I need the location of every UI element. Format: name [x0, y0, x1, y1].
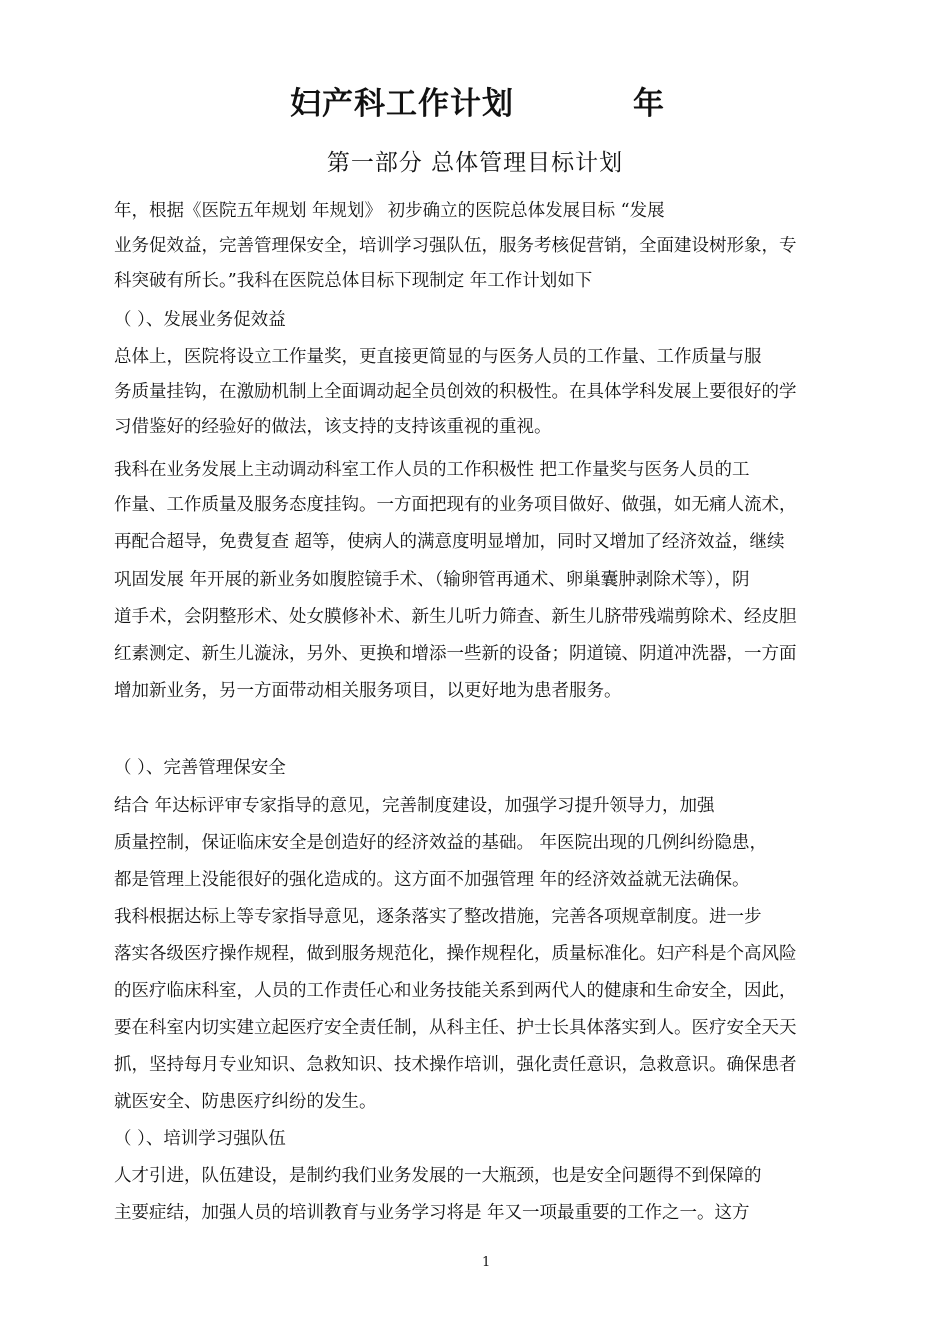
- body-line: 红素测定、新生儿漩泳，另外、更换和增添一些新的设备；阴道镜、阴道冲洗器，一方面: [114, 644, 797, 664]
- body-line: 都是管理上没能很好的强化造成的。这方面不加强管理 年的经济效益就无法确保。: [114, 870, 750, 890]
- section-heading: 第一部分 总体管理目标计划: [326, 150, 624, 176]
- body-line: 人才引进，队伍建设，是制约我们业务发展的一大瓶颈，也是安全问题得不到保障的: [114, 1166, 762, 1186]
- subsection-heading: （ ）、完善管理保安全: [114, 758, 286, 778]
- body-line: 年，根据《医院五年规划 年规划》 初步确立的医院总体发展目标 “发展: [114, 201, 665, 221]
- body-line: 我科在业务发展上主动调动科室工作人员的工作积极性 把工作量奖与医务人员的工: [114, 460, 750, 480]
- body-line: 业务促效益，完善管理保安全，培训学习强队伍，服务考核促营销，全面建设树形象，专: [114, 236, 797, 256]
- body-line: 要在科室内切实建立起医疗安全责任制，从科主任、护士长具体落实到人。医疗安全天天: [114, 1018, 797, 1038]
- body-line: 作量、工作质量及服务态度挂钩。一方面把现有的业务项目做好、做强，如无痛人流术，: [114, 495, 797, 515]
- body-line: 务质量挂钩，在激励机制上全面调动起全员创效的积极性。在具体学科发展上要很好的学: [114, 382, 797, 402]
- body-line: 巩固发展 年开展的新业务如腹腔镜手术、（输卵管再通术、卵巢囊肿剥除术等），阴: [114, 570, 750, 590]
- body-line: 抓，坚持每月专业知识、急救知识、技术操作培训，强化责任意识，急救意识。确保患者: [114, 1055, 797, 1075]
- body-line: 总体上，医院将设立工作量奖，更直接更简显的与医务人员的工作量、工作质量与服: [114, 347, 762, 367]
- subsection-heading: （ ）、培训学习强队伍: [114, 1129, 286, 1149]
- body-line: 科突破有所长。”我科在医院总体目标下现制定 年工作计划如下: [114, 271, 593, 291]
- body-line: 习借鉴好的经验好的做法，该支持的支持该重视的重视。: [114, 417, 552, 437]
- body-line: 再配合超导，免费复查 超等，使病人的满意度明显增加，同时又增加了经济效益，继续: [114, 532, 785, 552]
- body-line: 就医安全、防患医疗纠纷的发生。: [114, 1092, 377, 1112]
- document-title-year: 年: [633, 86, 664, 122]
- document-title: 妇产科工作计划: [290, 86, 514, 122]
- subsection-heading: （ ）、发展业务促效益: [114, 310, 286, 330]
- body-line: 结合 年达标评审专家指导的意见，完善制度建设，加强学习提升领导力，加强: [114, 796, 715, 816]
- body-line: 道手术，会阴整形术、处女膜修补术、新生儿听力筛查、新生儿脐带残端剪除术、经皮胆: [114, 607, 797, 627]
- page-number: 1: [482, 1255, 491, 1270]
- body-line: 质量控制，保证临床安全是创造好的经济效益的基础。 年医院出现的几例纠纷隐患，: [114, 833, 768, 853]
- body-line: 增加新业务，另一方面带动相关服务项目，以更好地为患者服务。: [114, 681, 622, 701]
- body-line: 我科根据达标上等专家指导意见，逐条落实了整改措施，完善各项规章制度。进一步: [114, 907, 762, 927]
- body-line: 主要症结，加强人员的培训教育与业务学习将是 年又一项最重要的工作之一。这方: [114, 1203, 750, 1223]
- body-line: 落实各级医疗操作规程，做到服务规范化，操作规程化，质量标准化。妇产科是个高风险: [114, 944, 797, 964]
- body-line: 的医疗临床科室，人员的工作责任心和业务技能关系到两代人的健康和生命安全，因此，: [114, 981, 797, 1001]
